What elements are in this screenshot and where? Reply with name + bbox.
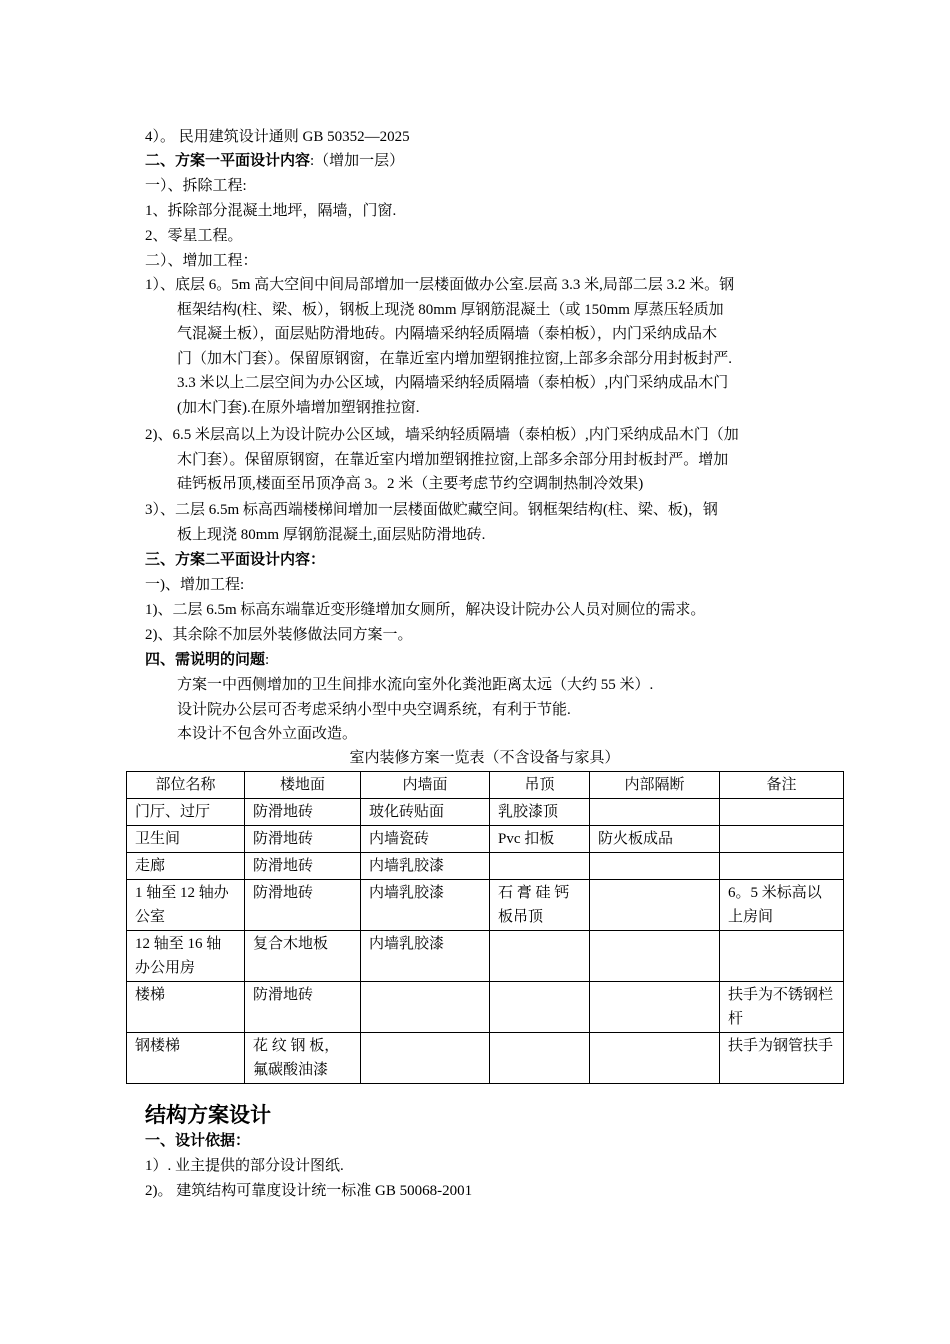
- table-cell: 钢楼梯: [127, 1033, 245, 1084]
- table-cell: [720, 853, 844, 880]
- paragraph-line: (加木门套).在原外墙增加塑钢推拉窗.: [177, 399, 420, 416]
- standard-reference-4: 4）。 民用建筑设计通则 GB 50352—2025: [145, 129, 410, 145]
- design-basis-item-2: 2)。 建筑结构可靠度设计统一标准 GB 50068-2001: [145, 1183, 473, 1199]
- table-caption: 室内装修方案一览表（不含设备与家具）: [349, 750, 620, 766]
- table-cell: [590, 799, 720, 826]
- table-row: [127, 1033, 844, 1084]
- section-3-heading: 三、方案二平面设计内容：: [145, 552, 326, 568]
- table-cell: [590, 1033, 720, 1084]
- table-cell: [361, 1033, 490, 1084]
- table-header-row: [127, 772, 844, 799]
- table-cell: [590, 880, 720, 931]
- header-interior-wall: 内墙面: [361, 772, 490, 799]
- table-cell: 走廊: [127, 853, 245, 880]
- table-cell: 内墙乳胶漆: [361, 880, 490, 931]
- table-cell: 石 膏 硅 钙板吊顶: [490, 880, 590, 931]
- table-cell: 防滑地砖: [245, 799, 361, 826]
- table-cell: [490, 931, 590, 982]
- table-cell: 内墙瓷砖: [361, 826, 490, 853]
- addition-item-1: [145, 273, 810, 420]
- addition-heading: 二）、增加工程：: [145, 253, 258, 269]
- table-cell: 卫生间: [127, 826, 245, 853]
- paragraph-line: 板上现浇 80mm 厚钢筋混凝土,面层贴防滑地砖.: [177, 526, 486, 543]
- table-cell: [720, 931, 844, 982]
- table-cell: 12 轴至 16 轴办公用房: [127, 931, 245, 982]
- table-cell: 1 轴至 12 轴办公室: [127, 880, 245, 931]
- paragraph-line: 门（加木门套）。保留原钢窗，在靠近室内增加塑钢推拉窗,上部多余部分用封板封严.: [177, 350, 733, 367]
- table-cell: 门厅、过厅: [127, 799, 245, 826]
- table-cell: 防滑地砖: [245, 880, 361, 931]
- section-3-item-1: 1)、二层 6.5m 标高东端靠近变形缝增加女厕所，解决设计院办公人员对厕位的需求。: [145, 602, 706, 618]
- table-row: [127, 799, 844, 826]
- table-cell: 6。5 米标高以上房间: [720, 880, 844, 931]
- demolition-item-1: 1、拆除部分混凝土地坪，隔墙，门窗.: [145, 203, 397, 219]
- table-cell: [490, 853, 590, 880]
- section-3-item-2: 2)、其余除不加层外装修做法同方案一。: [145, 627, 413, 643]
- table-row: [127, 880, 844, 931]
- section-2-subtitle: :（增加一层）: [310, 153, 405, 169]
- table-cell: [720, 826, 844, 853]
- header-ceiling: 吊顶: [490, 772, 590, 799]
- table-cell: 玻化砖贴面: [361, 799, 490, 826]
- structure-design-heading: 结构方案设计: [145, 1103, 271, 1127]
- table-cell: 防滑地砖: [245, 853, 361, 880]
- table-row: [127, 982, 844, 1033]
- header-notes: 备注: [720, 772, 844, 799]
- table-cell: 复合木地板: [245, 931, 361, 982]
- header-partition: 内部隔断: [590, 772, 720, 799]
- table-cell: [590, 853, 720, 880]
- design-basis-heading: 一、设计依据：: [145, 1133, 251, 1149]
- design-basis-item-1: 1）. 业主提供的部分设计图纸.: [145, 1158, 344, 1174]
- section-2-heading: [145, 149, 810, 173]
- section-4-heading: [145, 648, 810, 672]
- table-cell: [720, 799, 844, 826]
- paragraph-line: 3.3 米以上二层空间为办公区域，内隔墙采纳轻质隔墙（泰柏板）,内门采纳成品木门: [177, 375, 729, 391]
- table-cell: 防火板成品: [590, 826, 720, 853]
- table-cell: 扶手为钢管扶手: [720, 1033, 844, 1084]
- section-2-title: 二、方案一平面设计内容: [145, 153, 311, 169]
- paragraph-line: 木门套）。保留原钢窗，在靠近室内增加塑钢推拉窗,上部多余部分用封板封严。增加: [177, 451, 729, 468]
- table-cell: 乳胶漆顶: [490, 799, 590, 826]
- table-cell: 花 纹 钢 板，氟碳酸油漆: [245, 1033, 361, 1084]
- interior-finish-table: [126, 771, 844, 1084]
- table-row: [127, 931, 844, 982]
- issue-3: 本设计不包含外立面改造。: [177, 726, 358, 742]
- paragraph-line: 3）、二层 6.5m 标高西端楼梯间增加一层楼面做贮藏空间。钢框架结构(柱、梁、板)，钢: [145, 502, 718, 518]
- addition-item-2: [145, 423, 810, 497]
- table-row: [127, 826, 844, 853]
- table-cell: 楼梯: [127, 982, 245, 1033]
- header-location: 部位名称: [127, 772, 245, 799]
- issue-1: 方案一中西侧增加的卫生间排水流向室外化粪池距离太远（大约 55 米）.: [177, 677, 654, 693]
- section-4-colon: :: [265, 652, 270, 668]
- addition-item-3: [145, 498, 810, 547]
- table-cell: 防滑地砖: [245, 982, 361, 1033]
- table-cell: [590, 982, 720, 1033]
- demolition-item-2: 2、零星工程。: [145, 228, 243, 244]
- table-row: [127, 853, 844, 880]
- paragraph-line: 硅钙板吊顶,楼面至吊顶净高 3。2 米（主要考虑节约空调制热制冷效果): [177, 476, 644, 492]
- section-3-sub-heading: 一)、增加工程:: [145, 577, 245, 593]
- table-cell: [361, 982, 490, 1033]
- issue-2: 设计院办公层可否考虑采纳小型中央空调系统，有利于节能.: [177, 702, 571, 718]
- paragraph-line: 气混凝土板），面层贴防滑地砖。内隔墙采纳轻质隔墙（泰柏板），内门采纳成品木: [177, 326, 718, 342]
- header-floor: 楼地面: [245, 772, 361, 799]
- demolition-heading: 一）、拆除工程:: [145, 178, 247, 194]
- table-cell: 防滑地砖: [245, 826, 361, 853]
- table-cell: 扶手为不锈钢栏杆: [720, 982, 844, 1033]
- section-4-title: 四、需说明的问题: [145, 652, 266, 668]
- table-cell: [490, 1033, 590, 1084]
- table-cell: [590, 931, 720, 982]
- table-cell: 内墙乳胶漆: [361, 931, 490, 982]
- paragraph-line: 框架结构(柱、梁、板），钢板上现浇 80mm 厚钢筋混凝土（或 150mm 厚蒸压轻质加: [177, 301, 724, 318]
- table-cell: 内墙乳胶漆: [361, 853, 490, 880]
- paragraph-line: 2)、6.5 米层高以上为设计院办公区域，墙采纳轻质隔墙（泰柏板）,内门采纳成品木门（加: [145, 427, 739, 443]
- paragraph-line: 1）、底层 6。5m 高大空间中间局部增加一层楼面做办公室.层高 3.3 米,局部二层 3.2 米。钢: [145, 277, 735, 293]
- table-cell: [490, 982, 590, 1033]
- table-cell: Pvc 扣板: [490, 826, 590, 853]
